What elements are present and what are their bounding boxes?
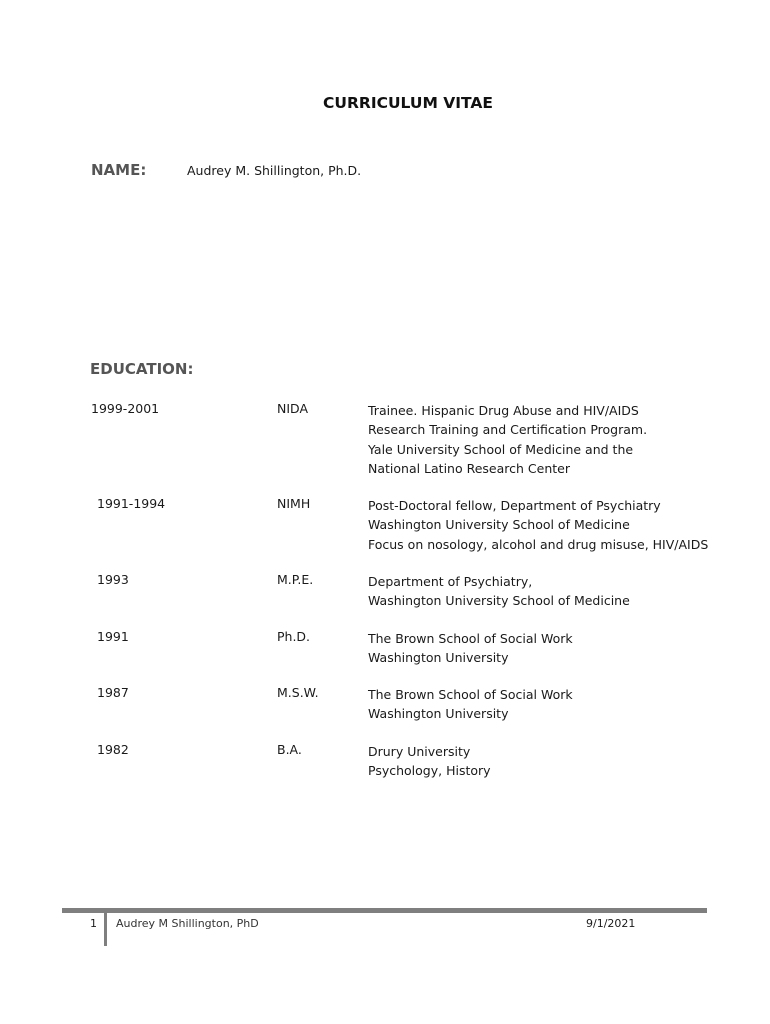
- description-line: Psychology, History: [368, 763, 491, 779]
- page-number: 1: [90, 917, 97, 930]
- name-value: Audrey M. Shillington, Ph.D.: [187, 163, 362, 178]
- footer-divider: [104, 913, 107, 946]
- education-years: 1991-1994: [97, 496, 166, 511]
- education-description: [368, 401, 647, 478]
- description-line: Washington University: [368, 650, 509, 666]
- description-line: Drury University: [368, 744, 471, 759]
- description-line: Research Training and Certification Program.: [368, 422, 648, 438]
- education-description: [368, 742, 491, 781]
- description-line: National Latino Research Center: [368, 460, 570, 476]
- education-description: [368, 496, 708, 554]
- education-degree: NIMH: [277, 496, 311, 511]
- description-line: The Brown School of Social Work: [368, 631, 573, 646]
- education-years: 1987: [97, 685, 129, 700]
- education-degree: B.A.: [277, 742, 302, 757]
- footer-author: Audrey M Shillington, PhD: [116, 917, 259, 930]
- description-line: Department of Psychiatry,: [368, 574, 533, 589]
- education-years: 1993: [97, 572, 129, 587]
- education-degree: Ph.D.: [277, 629, 311, 644]
- description-line: Focus on nosology, alcohol and drug misuse, HIV/AIDS: [368, 536, 709, 552]
- description-line: Washington University School of Medicine: [368, 593, 630, 609]
- description-line: Post-Doctoral fellow, Department of Psychiatry: [368, 498, 661, 513]
- description-line: The Brown School of Social Work: [368, 687, 573, 702]
- footer-date: 9/1/2021: [586, 917, 636, 930]
- education-description: [368, 685, 573, 724]
- description-line: Washington University School of Medicine: [368, 517, 630, 533]
- education-description: [368, 572, 630, 611]
- education-degree: M.S.W.: [277, 685, 319, 700]
- footer-rule: [62, 908, 707, 913]
- document-title: CURRICULUM VITAE: [322, 94, 493, 112]
- education-years: 1991: [97, 629, 129, 644]
- education-years: 1999-2001: [91, 401, 160, 416]
- education-heading: EDUCATION:: [90, 360, 194, 378]
- education-degree: M.P.E.: [277, 572, 314, 587]
- education-degree: NIDA: [277, 401, 308, 416]
- education-description: [368, 629, 573, 668]
- description-line: Trainee. Hispanic Drug Abuse and HIV/AIDS: [368, 403, 639, 418]
- description-line: Washington University: [368, 706, 509, 722]
- description-line: Yale University School of Medicine and the: [368, 441, 634, 457]
- name-label: NAME:: [91, 161, 147, 179]
- education-years: 1982: [97, 742, 129, 757]
